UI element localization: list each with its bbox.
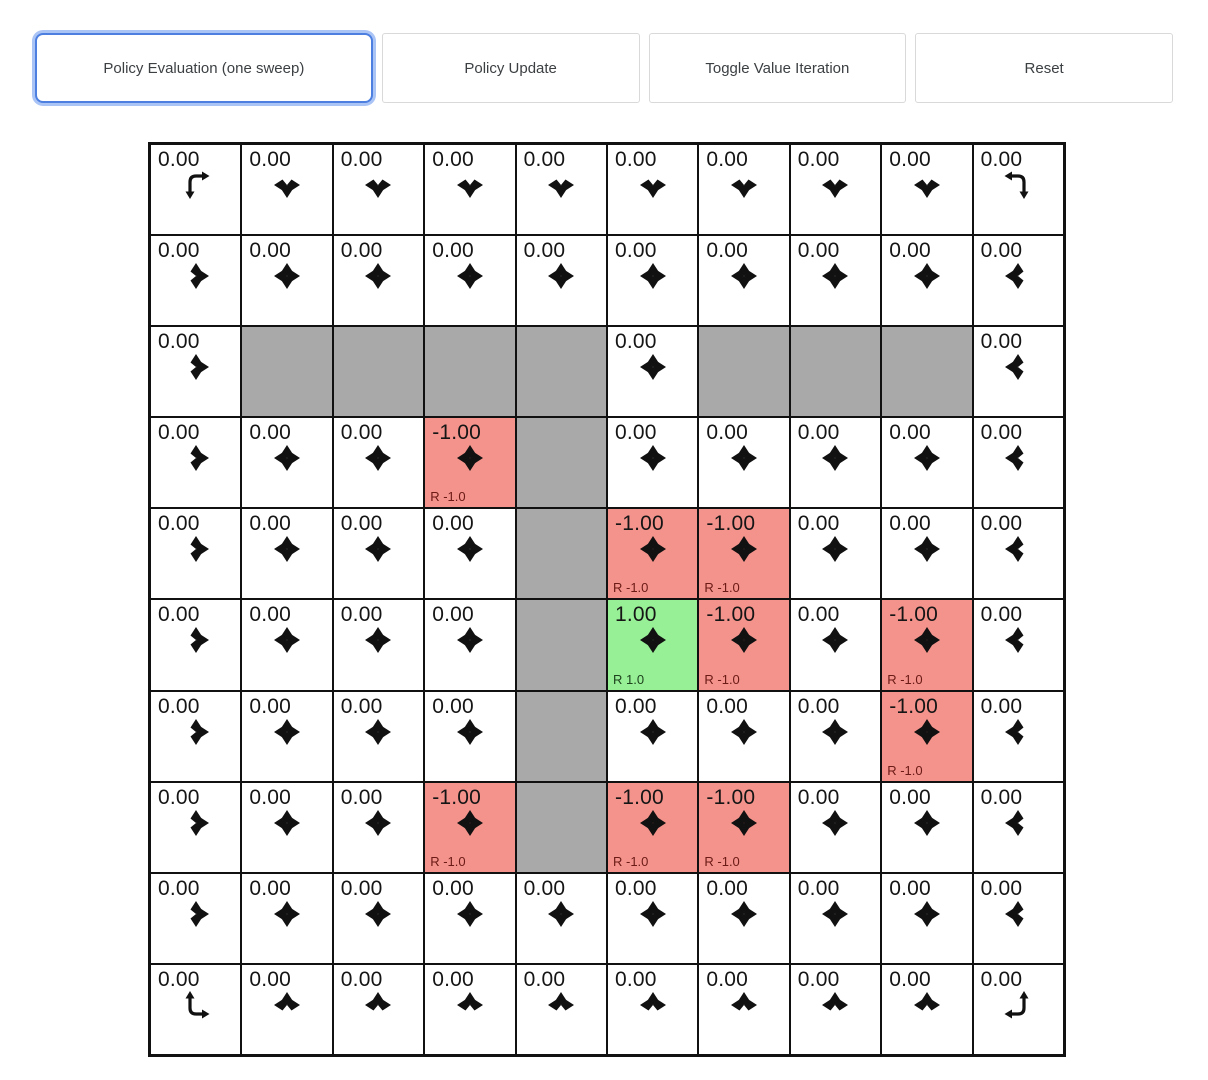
cell-value: 0.00 [249,603,292,627]
grid-cell-r7c2[interactable] [333,782,424,873]
grid-cell-r3c3[interactable] [424,417,515,508]
policy-arrows-up-down-left-right-icon [699,443,788,473]
cell-value: 0.00 [249,694,292,718]
grid-cell-r9c9[interactable] [973,964,1064,1055]
policy-arrows-up-down-right-icon [151,899,240,929]
grid-cell-r3c2[interactable] [333,417,424,508]
grid-cell-r8c6[interactable] [698,873,789,964]
cell-value: 0.00 [615,876,657,900]
grid-cell-r5c0[interactable] [150,599,241,690]
policy-arrows-up-down-left-icon [974,717,1063,747]
cell-value: 0.00 [889,876,931,900]
cell-value: 0.00 [797,421,840,445]
cell-value: 0.00 [797,512,840,536]
policy-arrows-up-left-right-icon [242,990,331,1020]
policy-arrows-up-down-left-right-icon [425,808,514,838]
policy-arrows-up-down-left-right-icon [699,717,788,747]
policy-arrows-left-down-right-icon [608,170,697,200]
grid-cell-r8c9[interactable] [973,873,1064,964]
cell-value: 0.00 [615,330,657,354]
grid-cell-r9c3[interactable] [424,964,515,1055]
cell-reward: R -1.0 [704,671,740,687]
policy-arrows-up-down-left-right-icon [699,808,788,838]
cell-value: 0.00 [432,694,474,718]
grid-cell-r8c0[interactable] [150,873,241,964]
grid-cell-r7c1[interactable] [241,782,332,873]
cell-reward: R -1.0 [613,580,649,596]
grid-cell-r1c8[interactable] [881,235,972,326]
grid-cell-r2c1 [241,326,332,417]
grid-cell-r2c6 [698,326,789,417]
policy-arrows-up-down-left-right-icon [791,625,880,655]
grid-cell-r0c4[interactable] [516,144,607,235]
grid-cell-r8c7[interactable] [790,873,881,964]
grid-cell-r1c7[interactable] [790,235,881,326]
cell-value: 0.00 [432,967,474,991]
cell-value: 0.00 [889,421,931,445]
grid-cell-r6c8[interactable] [881,691,972,782]
grid-cell-r7c0[interactable] [150,782,241,873]
cell-value: 0.00 [615,421,657,445]
cell-value: -1.00 [432,785,482,809]
grid-cell-r4c9[interactable] [973,508,1064,599]
cell-value: -1.00 [615,785,664,809]
cell-reward: R -1.0 [613,853,649,869]
policy-arrows-up-down-left-icon [974,534,1063,564]
cell-value: 0.00 [889,785,931,809]
policy-arrows-up-down-left-right-icon [791,443,880,473]
grid-cell-r6c1[interactable] [241,691,332,782]
cell-value: 0.00 [980,603,1023,627]
policy-arrows-up-down-left-right-icon [608,261,697,291]
cell-value: 0.00 [797,876,840,900]
policy-arrows-left-down-right-icon [517,170,606,200]
policy-arrows-up-down-left-right-icon [791,808,880,838]
policy-arrows-up-down-left-right-icon [608,352,697,382]
policy-arrows-up-down-left-right-icon [608,534,697,564]
grid-cell-r9c8[interactable] [881,964,972,1055]
policy-arrows-up-down-left-right-icon [425,717,514,747]
grid-cell-r5c9[interactable] [973,599,1064,690]
cell-value: 0.00 [797,603,840,627]
policy-arrows-up-left-right-icon [425,990,514,1020]
policy-arrows-up-down-right-icon [151,534,240,564]
grid-cell-r6c9[interactable] [973,691,1064,782]
grid-cell-r9c4[interactable] [516,964,607,1055]
grid-cell-r8c4[interactable] [516,873,607,964]
grid-cell-r6c3[interactable] [424,691,515,782]
grid-cell-r4c0[interactable] [150,508,241,599]
policy-arrows-up-down-right-icon [151,261,240,291]
policy-update-button[interactable]: Policy Update [382,33,640,103]
policy-arrows-up-down-left-right-icon [608,625,697,655]
grid-cell-r4c3[interactable] [424,508,515,599]
policy-arrows-up-down-left-right-icon [699,899,788,929]
policy-arrows-up-left-right-icon [699,990,788,1020]
grid-cell-r1c9[interactable] [973,235,1064,326]
policy-arrows-up-down-left-right-icon [425,899,514,929]
policy-arrows-up-down-left-right-icon [334,899,423,929]
grid-cell-r1c4[interactable] [516,235,607,326]
grid-cell-r8c2[interactable] [333,873,424,964]
cell-value: 0.00 [980,421,1023,445]
grid-cell-r5c7[interactable] [790,599,881,690]
grid-cell-r3c9[interactable] [973,417,1064,508]
cell-value: 0.00 [889,967,931,991]
grid-cell-r2c4 [516,326,607,417]
grid-cell-r0c3[interactable] [424,144,515,235]
cell-value: 0.00 [889,239,931,263]
grid-cell-r6c6[interactable] [698,691,789,782]
cell-value: 0.00 [980,876,1023,900]
policy-arrows-up-down-left-icon [974,808,1063,838]
policy-arrows-left-down-right-icon [242,170,331,200]
grid-cell-r1c1[interactable] [241,235,332,326]
policy-arrows-up-left-right-icon [882,990,971,1020]
grid-cell-r6c2[interactable] [333,691,424,782]
policy-arrows-up-down-left-right-icon [425,625,514,655]
cell-reward: R 1.0 [613,671,645,687]
cell-value: 0.00 [980,330,1023,354]
policy-arrows-up-down-left-right-icon [882,808,971,838]
policy-arrows-up-down-left-right-icon [882,899,971,929]
cell-value: -1.00 [706,785,756,809]
cell-value: 0.00 [158,603,200,627]
policy-arrows-left-down-right-icon [425,170,514,200]
cell-value: 0.00 [340,148,383,171]
cell-value: 0.00 [523,967,566,991]
policy-arrows-up-left-right-icon [517,990,606,1020]
cell-value: 0.00 [158,239,200,263]
cell-value: 0.00 [432,148,474,171]
cell-reward: R -1.0 [430,489,466,505]
cell-value: 0.00 [797,694,840,718]
toggle-value-iteration-button[interactable]: Toggle Value Iteration [649,33,907,103]
grid-cell-r6c4 [516,691,607,782]
policy-arrows-up-down-left-right-icon [334,625,423,655]
policy-elbow-up-right-icon [151,990,240,1020]
grid-cell-r2c0[interactable] [150,326,241,417]
grid-cell-r5c2[interactable] [333,599,424,690]
grid-cell-r3c5[interactable] [607,417,698,508]
grid-cell-r8c8[interactable] [881,873,972,964]
cell-value: 0.00 [706,967,749,991]
grid-cell-r8c5[interactable] [607,873,698,964]
cell-reward: R -1.0 [704,580,740,596]
policy-arrows-up-down-left-right-icon [242,625,331,655]
cell-value: 0.00 [249,421,292,445]
cell-value: 0.00 [158,421,200,445]
cell-value: 0.00 [340,512,383,536]
grid-cell-r0c7[interactable] [790,144,881,235]
cell-value: 0.00 [340,421,383,445]
cell-value: 0.00 [889,512,931,536]
grid-cell-r7c3[interactable] [424,782,515,873]
cell-value: -1.00 [889,603,939,627]
policy-arrows-up-down-left-right-icon [882,261,971,291]
cell-value: 0.00 [797,967,840,991]
policy-arrows-up-down-left-right-icon [242,534,331,564]
policy-arrows-up-down-left-right-icon [699,261,788,291]
cell-value: 0.00 [523,148,566,171]
cell-reward: R -1.0 [430,853,466,869]
policy-arrows-up-down-left-right-icon [882,443,971,473]
policy-arrows-up-down-left-right-icon [791,717,880,747]
policy-elbow-down-left-icon [974,170,1063,200]
policy-arrows-up-left-right-icon [791,990,880,1020]
cell-value: 0.00 [615,148,657,171]
policy-arrows-up-down-left-right-icon [334,808,423,838]
cell-value: 0.00 [523,876,566,900]
cell-value: 0.00 [340,967,383,991]
grid-cell-r2c3 [424,326,515,417]
grid-cell-r0c9[interactable] [973,144,1064,235]
cell-reward: R -1.0 [704,853,740,869]
grid-cell-r3c0[interactable] [150,417,241,508]
cell-value: 0.00 [158,785,200,809]
cell-value: 0.00 [615,239,657,263]
grid-cell-r5c6[interactable] [698,599,789,690]
cell-value: 0.00 [980,694,1023,718]
grid-cell-r8c3[interactable] [424,873,515,964]
cell-reward: R -1.0 [887,671,923,687]
policy-arrows-up-down-left-right-icon [791,261,880,291]
policy-arrows-up-down-right-icon [151,352,240,382]
policy-arrows-left-down-right-icon [791,170,880,200]
policy-arrows-up-down-left-right-icon [517,261,606,291]
cell-value: 0.00 [249,512,292,536]
grid-cell-r5c3[interactable] [424,599,515,690]
grid-cell-r4c4 [516,508,607,599]
grid-cell-r7c5[interactable] [607,782,698,873]
cell-value: -1.00 [615,512,664,536]
policy-arrows-up-down-left-icon [974,625,1063,655]
cell-value: 0.00 [340,785,383,809]
grid-cell-r6c7[interactable] [790,691,881,782]
grid-cell-r7c7[interactable] [790,782,881,873]
policy-arrows-up-down-left-right-icon [882,717,971,747]
grid-cell-r4c7[interactable] [790,508,881,599]
cell-value: 0.00 [158,694,200,718]
cell-value: 0.00 [432,239,474,263]
grid-cell-r9c2[interactable] [333,964,424,1055]
grid-cell-r2c8 [881,326,972,417]
policy-arrows-up-down-left-right-icon [791,534,880,564]
policy-arrows-up-down-left-icon [974,443,1063,473]
cell-value: 0.00 [980,512,1023,536]
cell-value: 0.00 [340,603,383,627]
policy-arrows-up-down-left-right-icon [517,899,606,929]
grid-cell-r2c5[interactable] [607,326,698,417]
grid-cell-r4c2[interactable] [333,508,424,599]
policy-arrows-up-down-left-right-icon [699,625,788,655]
cell-value: 0.00 [432,876,474,900]
cell-value: -1.00 [706,603,756,627]
grid-cell-r7c4 [516,782,607,873]
cell-value: 0.00 [340,239,383,263]
grid-cell-r1c3[interactable] [424,235,515,326]
grid-cell-r6c5[interactable] [607,691,698,782]
cell-value: -1.00 [889,694,939,718]
policy-evaluation-button[interactable]: Policy Evaluation (one sweep) [35,33,373,103]
cell-value: 0.00 [797,785,840,809]
policy-elbow-down-right-icon [151,170,240,200]
cell-value: -1.00 [432,421,482,445]
policy-arrows-up-down-left-icon [974,261,1063,291]
policy-arrows-up-down-left-right-icon [334,534,423,564]
cell-value: 0.00 [249,967,292,991]
grid-cell-r4c5[interactable] [607,508,698,599]
grid-cell-r5c1[interactable] [241,599,332,690]
grid-cell-r3c7[interactable] [790,417,881,508]
cell-value: 0.00 [158,148,200,171]
policy-arrows-up-down-left-right-icon [425,261,514,291]
policy-arrows-up-down-right-icon [151,625,240,655]
policy-arrows-up-down-left-right-icon [334,717,423,747]
cell-value: 0.00 [706,239,749,263]
policy-arrows-up-down-left-right-icon [242,443,331,473]
grid-cell-r2c2 [333,326,424,417]
cell-value: 0.00 [340,694,383,718]
cell-value: 0.00 [706,694,749,718]
policy-arrows-up-left-right-icon [334,990,423,1020]
policy-arrows-up-down-right-icon [151,717,240,747]
grid-cell-r5c5[interactable] [607,599,698,690]
cell-reward: R -1.0 [887,762,923,778]
cell-value: -1.00 [706,512,756,536]
grid-cell-r7c8[interactable] [881,782,972,873]
policy-arrows-up-down-left-right-icon [242,899,331,929]
policy-arrows-up-down-left-right-icon [608,808,697,838]
grid-cell-r0c5[interactable] [607,144,698,235]
policy-arrows-up-down-left-right-icon [242,261,331,291]
cell-value: 0.00 [432,512,474,536]
policy-arrows-up-left-right-icon [608,990,697,1020]
grid-cell-r7c6[interactable] [698,782,789,873]
cell-value: 0.00 [158,967,200,991]
policy-arrows-up-down-left-right-icon [699,534,788,564]
cell-value: 0.00 [980,785,1023,809]
cell-value: 0.00 [158,512,200,536]
grid-cell-r8c1[interactable] [241,873,332,964]
cell-value: 0.00 [980,967,1023,991]
policy-arrows-up-down-left-icon [974,352,1063,382]
grid-cell-r9c1[interactable] [241,964,332,1055]
cell-value: 0.00 [249,876,292,900]
grid-cell-r5c8[interactable] [881,599,972,690]
grid-cell-r3c6[interactable] [698,417,789,508]
grid-cell-r1c2[interactable] [333,235,424,326]
cell-value: 0.00 [797,148,840,171]
cell-value: 1.00 [615,603,657,627]
grid-cell-r3c1[interactable] [241,417,332,508]
policy-arrows-up-down-left-right-icon [425,443,514,473]
cell-value: 0.00 [797,239,840,263]
cell-value: 0.00 [158,876,200,900]
grid-cell-r4c6[interactable] [698,508,789,599]
policy-arrows-up-down-left-right-icon [608,443,697,473]
policy-arrows-left-down-right-icon [334,170,423,200]
policy-elbow-up-left-icon [974,990,1063,1020]
grid-cell-r2c7 [790,326,881,417]
policy-arrows-up-down-left-right-icon [882,625,971,655]
policy-arrows-up-down-left-right-icon [882,534,971,564]
cell-value: 0.00 [249,785,292,809]
cell-value: 0.00 [340,876,383,900]
toolbar [0,0,1208,103]
cell-value: 0.00 [249,239,292,263]
policy-arrows-up-down-left-right-icon [608,717,697,747]
policy-arrows-up-down-left-right-icon [608,899,697,929]
policy-arrows-up-down-left-right-icon [334,443,423,473]
grid-cell-r6c0[interactable] [150,691,241,782]
cell-value: 0.00 [706,876,749,900]
grid-cell-r1c0[interactable] [150,235,241,326]
grid-cell-r2c9[interactable] [973,326,1064,417]
policy-arrows-up-down-left-right-icon [425,534,514,564]
policy-arrows-up-down-left-right-icon [242,808,331,838]
grid-cell-r5c4 [516,599,607,690]
policy-arrows-up-down-right-icon [151,808,240,838]
grid-cell-r9c6[interactable] [698,964,789,1055]
grid-cell-r4c1[interactable] [241,508,332,599]
gridworld [148,142,1066,1057]
cell-value: 0.00 [706,148,749,171]
grid-cell-r3c4 [516,417,607,508]
cell-value: 0.00 [432,603,474,627]
cell-value: 0.00 [523,239,566,263]
grid-cell-r7c9[interactable] [973,782,1064,873]
grid-cell-r9c0[interactable] [150,964,241,1055]
cell-value: 0.00 [706,421,749,445]
cell-value: 0.00 [980,239,1023,263]
grid-cell-r9c5[interactable] [607,964,698,1055]
grid-cell-r0c6[interactable] [698,144,789,235]
grid-cell-r0c2[interactable] [333,144,424,235]
cell-value: 0.00 [158,330,200,354]
policy-arrows-left-down-right-icon [699,170,788,200]
cell-value: 0.00 [889,148,931,171]
grid-cell-r4c8[interactable] [881,508,972,599]
cell-value: 0.00 [615,694,657,718]
policy-arrows-up-down-left-icon [974,899,1063,929]
grid-cell-r1c6[interactable] [698,235,789,326]
cell-value: 0.00 [980,148,1023,171]
grid-cell-r0c1[interactable] [241,144,332,235]
policy-arrows-left-down-right-icon [882,170,971,200]
policy-arrows-up-down-right-icon [151,443,240,473]
grid-cell-r3c8[interactable] [881,417,972,508]
policy-arrows-up-down-left-right-icon [791,899,880,929]
reset-button[interactable]: Reset [915,33,1173,103]
grid-cell-r1c5[interactable] [607,235,698,326]
policy-arrows-up-down-left-right-icon [242,717,331,747]
grid-cell-r9c7[interactable] [790,964,881,1055]
grid-cell-r0c8[interactable] [881,144,972,235]
grid-cell-r0c0[interactable] [150,144,241,235]
policy-arrows-up-down-left-right-icon [334,261,423,291]
cell-value: 0.00 [615,967,657,991]
cell-value: 0.00 [249,148,292,171]
